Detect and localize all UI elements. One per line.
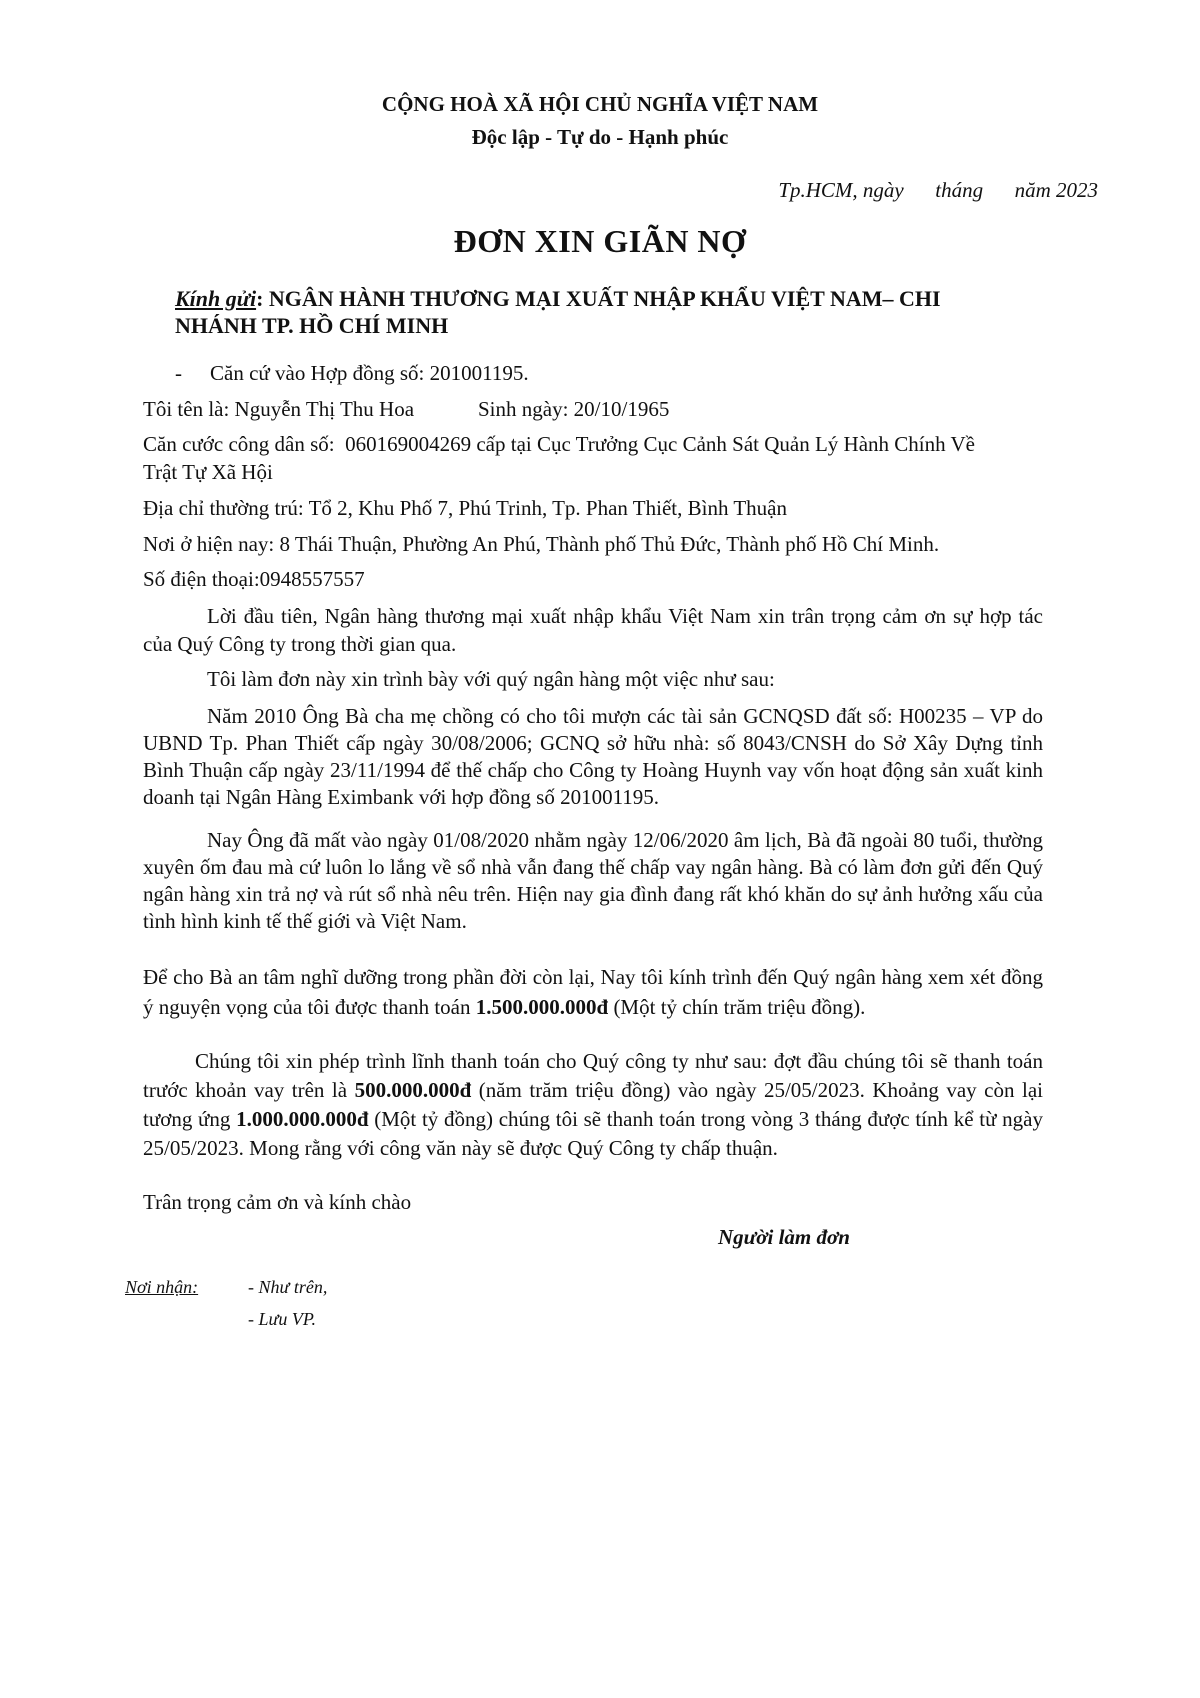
recipient-colon: : bbox=[256, 286, 264, 311]
date-place: Tp.HCM, ngày tháng năm 2023 bbox=[778, 178, 1098, 202]
bullet-dash: - bbox=[175, 361, 182, 385]
applicant-dob: Sinh ngày: 20/10/1965 bbox=[478, 397, 670, 421]
payment-amount-first: 500.000.000đ bbox=[354, 1078, 472, 1102]
paragraph-request bbox=[143, 962, 1043, 1022]
paragraph-thanks: Lời đầu tiên, Ngân hàng thương mại xuất nhập khẩu Việt Nam xin trân trọng cảm ơn sự hợp tác của Quý Công ty trong thời gian qua. bbox=[143, 604, 1043, 656]
document-title: ĐƠN XIN GIÃN NỢ bbox=[453, 223, 747, 259]
applicant-name: Tôi tên là: Nguyễn Thị Thu Hoa bbox=[143, 397, 415, 421]
contract-reference: Căn cứ vào Hợp đồng số: 201001195. bbox=[210, 361, 529, 385]
payment-text-a: Chúng tôi xin phép trình lĩnh thanh toán cho Quý công ty như sau: đợt đầu chúng tôi sẽ thanh toán trước khoản vay trên là bbox=[143, 1049, 1043, 1102]
recipient-name-part1: NGÂN HÀNH THƯƠNG MẠI XUẤT NHẬP KHẨU VIỆT NAM– CHI bbox=[263, 286, 941, 311]
paragraph-intro: Tôi làm đơn này xin trình bày với quý ngân hàng một việc như sau: bbox=[207, 667, 775, 691]
id-card-line-2: Trật Tự Xã Hội bbox=[143, 460, 273, 484]
paragraph-situation: Nay Ông đã mất vào ngày 01/08/2020 nhằm ngày 12/06/2020 âm lịch, Bà đã ngoài 80 tuổi, thường xuyên ốm đau mà cứ luôn lo lắng về sổ nhà vẫn đang thế chấp vay ngân hàng. Bà có làm đơn gửi đến Quý ngân hàng xin trả nợ và rút sổ nhà nêu trên. Hiện nay gia đình đang rất khó khăn do sự ảnh hưởng xấu của tình hình kinh tế thế giới và Việt Nam. bbox=[143, 828, 1043, 933]
signature-label: Người làm đơn bbox=[718, 1225, 850, 1249]
request-text-a: Để cho Bà an tâm nghĩ dưỡng trong phần đời còn lại, Nay tôi kính trình đến Quý ngân hàng xem xét đồng ý nguyện vọng của tôi được thanh toán bbox=[143, 965, 1043, 1019]
recipient-line-2: NHÁNH TP. HỒ CHÍ MINH bbox=[175, 313, 449, 338]
payment-text-c: (Một tỷ đồng) chúng tôi sẽ thanh toán trong vòng 3 tháng được tính kể từ ngày 25/05/2023. Mong rằng với công văn này sẽ được Quý Công ty chấp thuận. bbox=[143, 1107, 1043, 1160]
current-address: Nơi ở hiện nay: 8 Thái Thuận, Phường An Phú, Thành phố Thủ Đức, Thành phố Hồ Chí Minh. bbox=[143, 532, 940, 556]
payment-amount-remaining: 1.000.000.000đ bbox=[236, 1107, 369, 1131]
recipients-footer-label: Nơi nhận: bbox=[125, 1277, 199, 1297]
request-text-b: (Một tỷ chín trăm triệu đồng). bbox=[608, 995, 866, 1019]
motto: Độc lập - Tự do - Hạnh phúc bbox=[471, 125, 729, 149]
paragraph-assets: Năm 2010 Ông Bà cha mẹ chồng có cho tôi mượn các tài sản GCNQSD đất số: H00235 – VP do UBND Tp. Phan Thiết cấp ngày 30/08/2006; GCNQ sở hữu nhà: số 8043/CNSH do Sở Xây Dựng tỉnh Bình Thuận cấp ngày 23/11/1994 để thế chấp cho Công ty Hoàng Huynh vay vốn hoạt động sản xuất kinh doanh tại Ngân Hàng Eximbank với hợp đồng số 201001195. bbox=[143, 704, 1043, 809]
recipients-footer-item-1: - Như trên, bbox=[248, 1277, 328, 1297]
closing-greeting: Trân trọng cảm ơn và kính chào bbox=[143, 1190, 412, 1214]
paragraph-payment-plan bbox=[143, 1047, 1043, 1163]
recipient-label: Kính gửi bbox=[175, 286, 257, 311]
payment-text-b: (năm trăm triệu đồng) vào ngày 25/05/2023. Khoảng vay còn lại tương ứng bbox=[143, 1078, 1043, 1131]
permanent-address: Địa chỉ thường trú: Tổ 2, Khu Phố 7, Phú Trinh, Tp. Phan Thiết, Bình Thuận bbox=[143, 496, 787, 520]
id-card-line-1: Căn cước công dân số: 060169004269 cấp tại Cục Trưởng Cục Cảnh Sát Quản Lý Hành Chính Về bbox=[143, 432, 975, 456]
nation-heading: CỘNG HOÀ XÃ HỘI CHỦ NGHĨA VIỆT NAM bbox=[381, 92, 819, 116]
recipients-footer-item-2: - Lưu VP. bbox=[248, 1309, 316, 1329]
request-amount: 1.500.000.000đ bbox=[475, 995, 609, 1019]
phone-number: Số điện thoại:0948557557 bbox=[143, 567, 365, 591]
recipient-line-1 bbox=[175, 286, 941, 312]
